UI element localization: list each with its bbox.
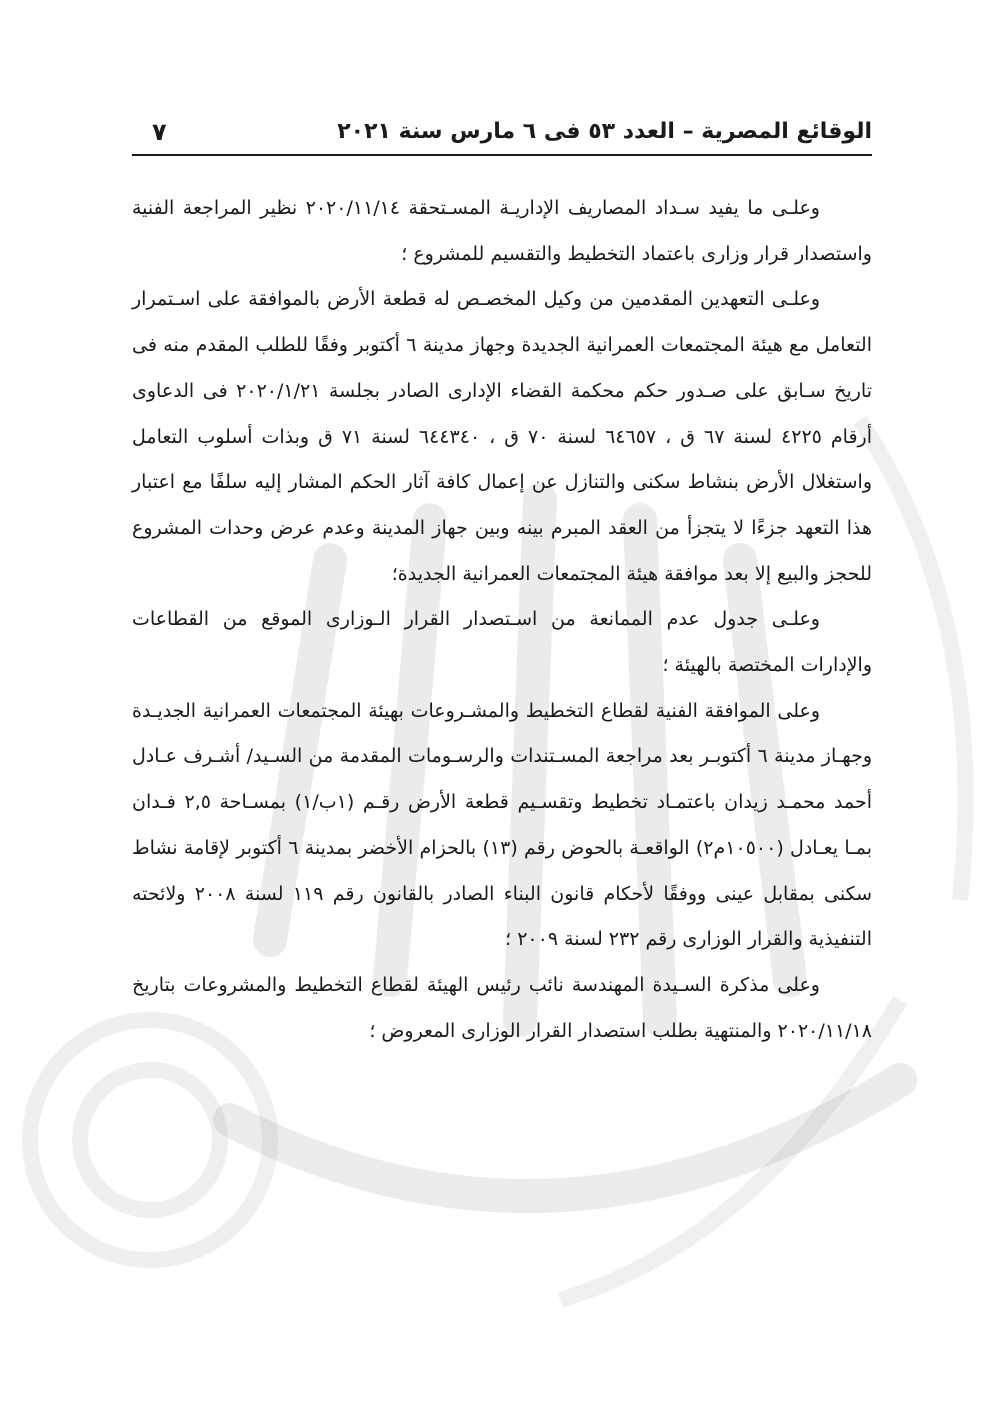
page-header <box>132 112 872 152</box>
header-divider <box>132 154 872 156</box>
paragraph-undertakings: وعلـى التعهدين المقدمين من وكيل المخصـص له قطعة الأرض بالموافقة على اسـتمرار التعامل مع هيئة المجتمعات العمرانية الجديدة وجهاز مدينة ٦ أكتوبر وفقًا للطلب المقدم منه فى تاريخ سـابق على صـدور حكم محكمة القضاء الإدارى الصادر بجلسة ٢٠٢٠/١/٢١ فى الدعاوى أرقام ٤٢٢٥ لسنة ٦٧ ق ، ٦٤٦٥٧ لسنة ٧٠ ق ، ٦٤٤٣٤٠ لسنة ٧١ ق وبذات أسلوب التعامل واستغلال الأرض بنشاط سكنى والتنازل عن إعمال كافة آثار الحكم المشار إليه سلفًا مع اعتبار هذا التعهد جزءًا لا يتجزأ من العقد المبرم بينه وبين جهاز المدينة وعدم عرض وحدات المشروع للحجز والبيع إلا بعد موافقة هيئة المجتمعات العمرانية الجديدة؛ <box>132 288 872 585</box>
page-number: ٧ <box>152 118 167 146</box>
paragraph-technical-approval: وعلى الموافقة الفنية لقطاع التخطيط والمشـروعات بهيئة المجتمعات العمرانية الجديـدة وجهـاز مدينة ٦ أكتوبـر بعد مراجعة المسـتندات والرسـومات المقدمة من السـيد/ أشـرف عـادل أحمد محمـد زيدان باعتمـاد تخطيط وتقسـيم قطعة الأرض رقـم (١ب/١) بمسـاحة ٢,٥ فـدان بمـا يعـادل (١٠٥٠٠م٢) الواقعـة بالحوض رقم (١٣) بالحزام الأخضر بمدينة ٦ أكتوبر لإقامة نشاط سكنى بمقابل عينى ووفقًا لأحكام قانون البناء الصادر بالقانون رقم ١١٩ لسنة ٢٠٠٨ ولائحته التنفيذية والقرار الوزارى رقم ٢٣٢ لسنة ٢٠٠٩ ؛ <box>132 699 873 951</box>
decree-body <box>132 186 872 1054</box>
paragraph-no-objection: وعلـى جدول عدم الممانعة من اسـتصدار القرار الـوزارى الموقع من القطاعات والإدارات المختصة بالهيئة ؛ <box>132 608 872 677</box>
paragraph-memorandum: وعلى مذكرة السـيدة المهندسة نائب رئيس الهيئة لقطاع التخطيط والمشروعات بتاريخ ٢٠٢٠/١١/١٨ والمنتهية بطلب استصدار القرار الوزارى المعروض ؛ <box>132 973 872 1042</box>
gazette-header-title: الوقائع المصرية – العدد ٥٣ فى ٦ مارس سنة ٢٠٢١ <box>337 119 872 144</box>
paragraph-fees: وعلـى ما يفيد سـداد المصاريف الإداريـة المسـتحقة ٢٠٢٠/١١/١٤ نظير المراجعة الفنية واستصدار قرار وزارى باعتماد التخطيط والتقسيم للمشروع ؛ <box>132 197 872 265</box>
